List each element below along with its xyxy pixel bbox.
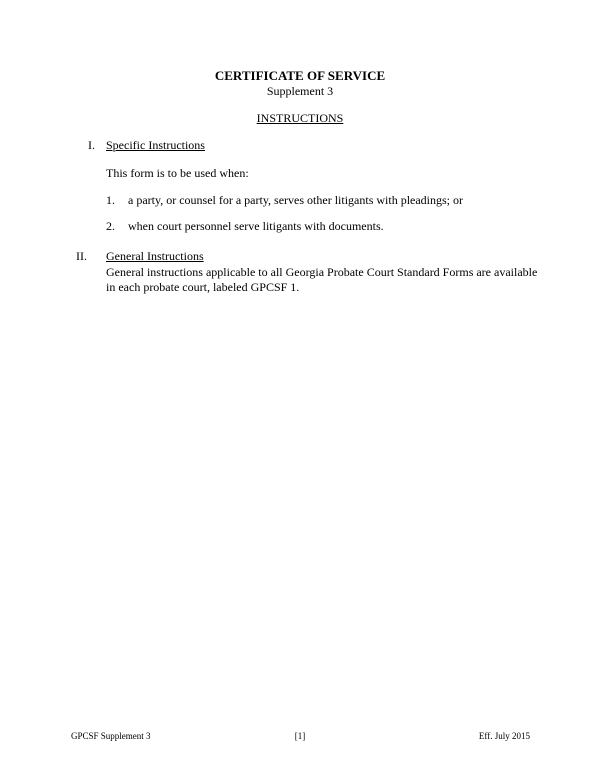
list-item-2-text: when court personnel serve litigants with documents. [128,219,384,233]
list-item-1-text: a party, or counsel for a party, serves other litigants with pleadings; or [128,193,464,207]
section-2-number: II. [76,249,87,263]
list-item-2-number: 2. [106,219,115,233]
instructions-heading: INSTRUCTIONS [256,111,344,125]
page-title: CERTIFICATE OF SERVICE [214,68,386,83]
footer-form-id: GPCSF Supplement 3 [71,731,151,741]
section-1-intro: This form is to be used when: [106,166,249,180]
footer-effective-date: Eff. July 2015 [478,731,530,741]
footer-page-number: [1] [294,731,306,741]
section-1-heading: Specific Instructions [106,138,205,152]
list-item-1-number: 1. [106,193,115,207]
section-1-number: I. [88,138,95,152]
section-2-body: General instructions applicable to all Georgia Probate Court Standard Forms are available in each probate court, labeled GPCSF 1. [106,265,538,294]
page-subtitle: Supplement 3 [266,84,334,98]
section-2-heading: General Instructions [106,249,204,263]
